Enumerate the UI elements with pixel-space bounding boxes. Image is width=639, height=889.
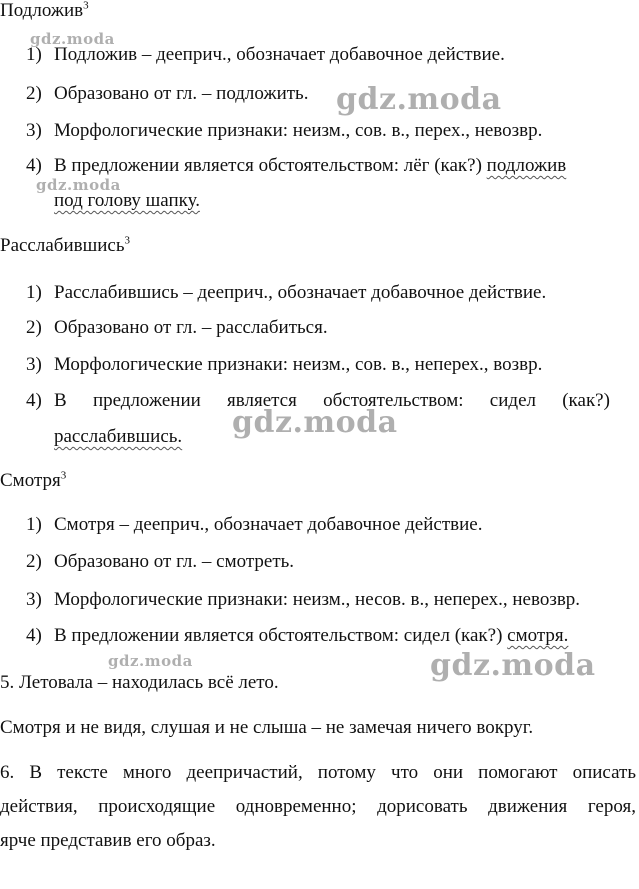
watermark: gdz.moda: [108, 652, 193, 670]
watermark: gdz.moda: [30, 30, 115, 48]
list-item: 3) Морфологические признаки: неизм., сов. в., неперех., возвр.: [26, 354, 543, 375]
list-item: 4) В предложении является обстоятельством: лёг (как?) подложив: [26, 155, 567, 176]
list-item: 4) В предложении является обстоятельством: сидел (как?): [26, 390, 610, 411]
heading-podlozhiv: Подложив$^3$: [0, 0, 89, 21]
list-item-continuation: расслабившись.: [54, 426, 183, 447]
list-item: 1) Смотря – дееприч., обозначает добавочное действие.: [26, 514, 483, 535]
list-item: 1) Подложив – дееприч., обозначает добавочное действие.: [26, 44, 505, 65]
list-item: 2) Образовано от гл. – расслабиться.: [26, 317, 328, 338]
paragraph-5-continuation: Смотря и не видя, слушая и не слыша – не замечая ничего вокруг.: [0, 717, 534, 738]
list-item: 3) Морфологические признаки: неизм., несов. в., неперех., невозвр.: [26, 589, 581, 610]
list-item: 2) Образовано от гл. – смотреть.: [26, 551, 295, 572]
heading-smotrya: Смотря$^3$: [0, 469, 67, 491]
heading-rasslabivshis: Расслабившись$^3$: [0, 234, 130, 256]
list-item: 2) Образовано от гл. – подложить.: [26, 83, 309, 104]
list-item: 3) Морфологические признаки: неизм., сов. в., перех., невозвр.: [26, 120, 543, 141]
list-item: 4) В предложении является обстоятельством: сидел (как?) смотря.: [26, 625, 569, 646]
watermark: gdz.moda: [36, 176, 121, 194]
justified-line: В предложении является обстоятельством: сидел (как?): [54, 390, 610, 411]
paragraph-5: 5. Летовала – находилась всё лето.: [0, 672, 279, 693]
watermark: gdz.moda: [430, 648, 596, 683]
list-item-continuation: под голову шапку.: [54, 190, 200, 211]
watermark: gdz.moda: [232, 405, 398, 440]
list-item: 1) Расслабившись – дееприч., обозначает добавочное действие.: [26, 282, 547, 303]
watermark: gdz.moda: [336, 82, 502, 117]
paragraph-6: 6. В тексте много деепричастий, потому что они помогают описать действия, происходящие одновременно; дорисовать движения героя, ярче представив его образ.: [0, 762, 636, 851]
